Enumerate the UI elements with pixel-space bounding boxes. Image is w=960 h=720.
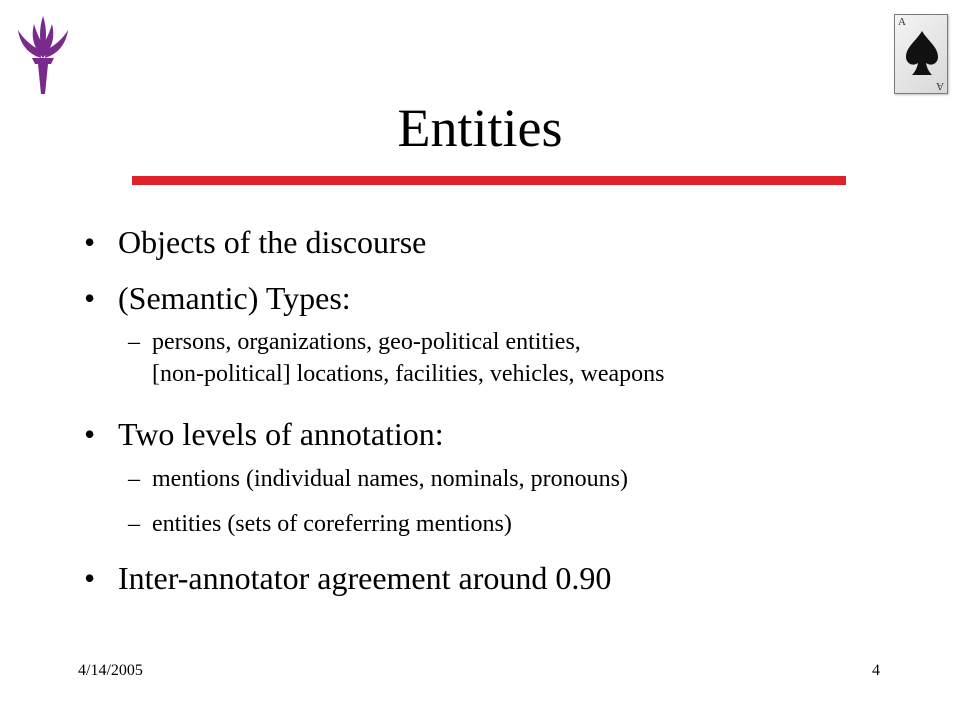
slide-title: Entities [397, 98, 563, 158]
sub-marker: – [128, 329, 140, 355]
sub-item [128, 508, 512, 540]
bullet-text: Two levels of annotation: [118, 416, 444, 452]
card-corner-top: A [898, 16, 906, 28]
bullet-item [84, 414, 444, 454]
bullet-text: Inter-annotator agreement around 0.90 [118, 560, 612, 596]
sub-item-text: mentions (individual names, nominals, pronouns) [152, 466, 628, 492]
footer-date: 4/14/2005 [78, 662, 143, 679]
sub-item-text: entities (sets of coreferring mentions) [152, 511, 512, 537]
title-underline [132, 176, 846, 185]
bullet-item [84, 558, 611, 598]
bullet-marker: • [84, 224, 96, 260]
ace-of-spades-card-icon [894, 14, 948, 94]
bullet-marker: • [84, 560, 96, 596]
bullet-text: (Semantic) Types: [118, 280, 351, 316]
sub-item [128, 326, 665, 390]
bullet-item [84, 222, 426, 262]
footer-page-number: 4 [872, 662, 880, 679]
sub-marker: – [128, 511, 140, 537]
card-corner-bottom: A [936, 80, 944, 92]
spade-icon [904, 29, 940, 79]
bullet-text: Objects of the discourse [118, 224, 427, 260]
bullet-item [84, 278, 351, 318]
sub-item-text: persons, organizations, geo-political entities, [152, 329, 581, 355]
bullet-marker: • [84, 280, 96, 316]
bullet-marker: • [84, 416, 96, 452]
sub-item [128, 463, 628, 495]
torch-logo-icon [14, 14, 72, 96]
sub-marker: – [128, 466, 140, 492]
sub-item-text-continued: [non-political] locations, facilities, vehicles, weapons [152, 361, 665, 387]
